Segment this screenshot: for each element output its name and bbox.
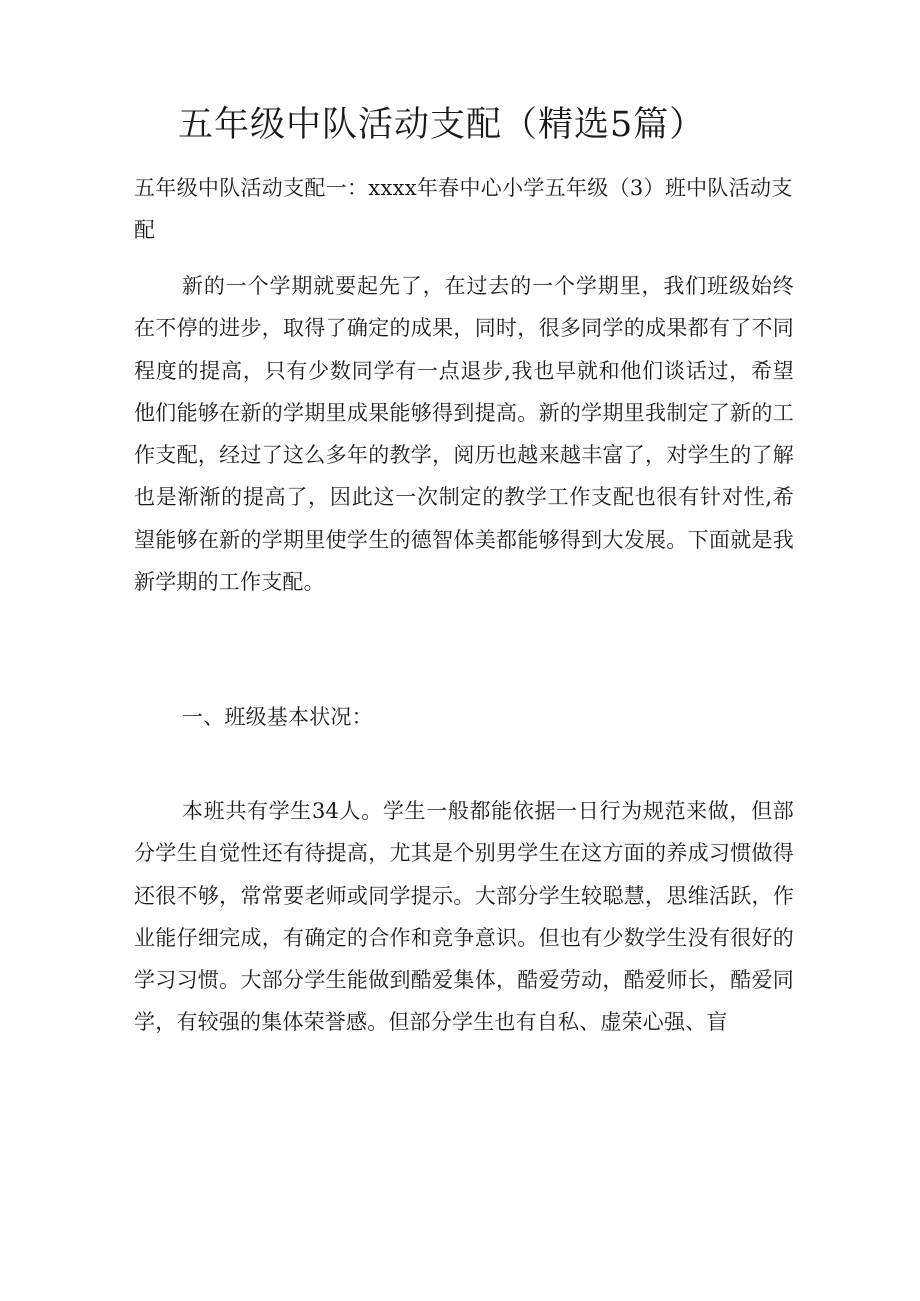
section-paragraph: 本班共有学生34人。学生一般都能依据一日行为规范来做，但部分学生自觉性还有待提高，尤其是个别男学生在这方面的养成习惯做得还很不够，常常要老师或同学提示。大部分学生较聪慧，思维活跃，作业能仔细完成，有确定的合作和竞争意识。但也有少数学生没有很好的学习习惯。大部分学生能做到酷爱集体，酷爱劳动，酷爱师长，酷爱同学，有较强的集体荣誉感。但部分学生也有自私、虚荣心强、盲 xyxy=(134,799,794,1035)
document-title: 五年级中队活动支配（精选5篇） xyxy=(178,105,706,145)
section-heading: 一、班级基本状况： xyxy=(182,705,373,729)
intro-paragraph: 新的一个学期就要起先了，在过去的一个学期里，我们班级始终在不停的进步，取得了确定的成果，同时，很多同学的成果都有了不同程度的提高，只有少数同学有一点退步,我也早就和他们谈话过，希望他们能够在新的学期里成果能够得到提高。新的学期里我制定了新的工作支配，经过了这么多年的教学，阅历也越来越丰富了，对学生的了解也是渐渐的提高了，因此这一次制定的教学工作支配也很有针对性,希望能够在新的学期里使学生的德智体美都能够得到大发展。下面就是我新学期的工作支配。 xyxy=(134,274,794,595)
document-subtitle: 五年级中队活动支配一：xxxx年春中心小学五年级（3）班中队活动支配 xyxy=(134,176,793,242)
